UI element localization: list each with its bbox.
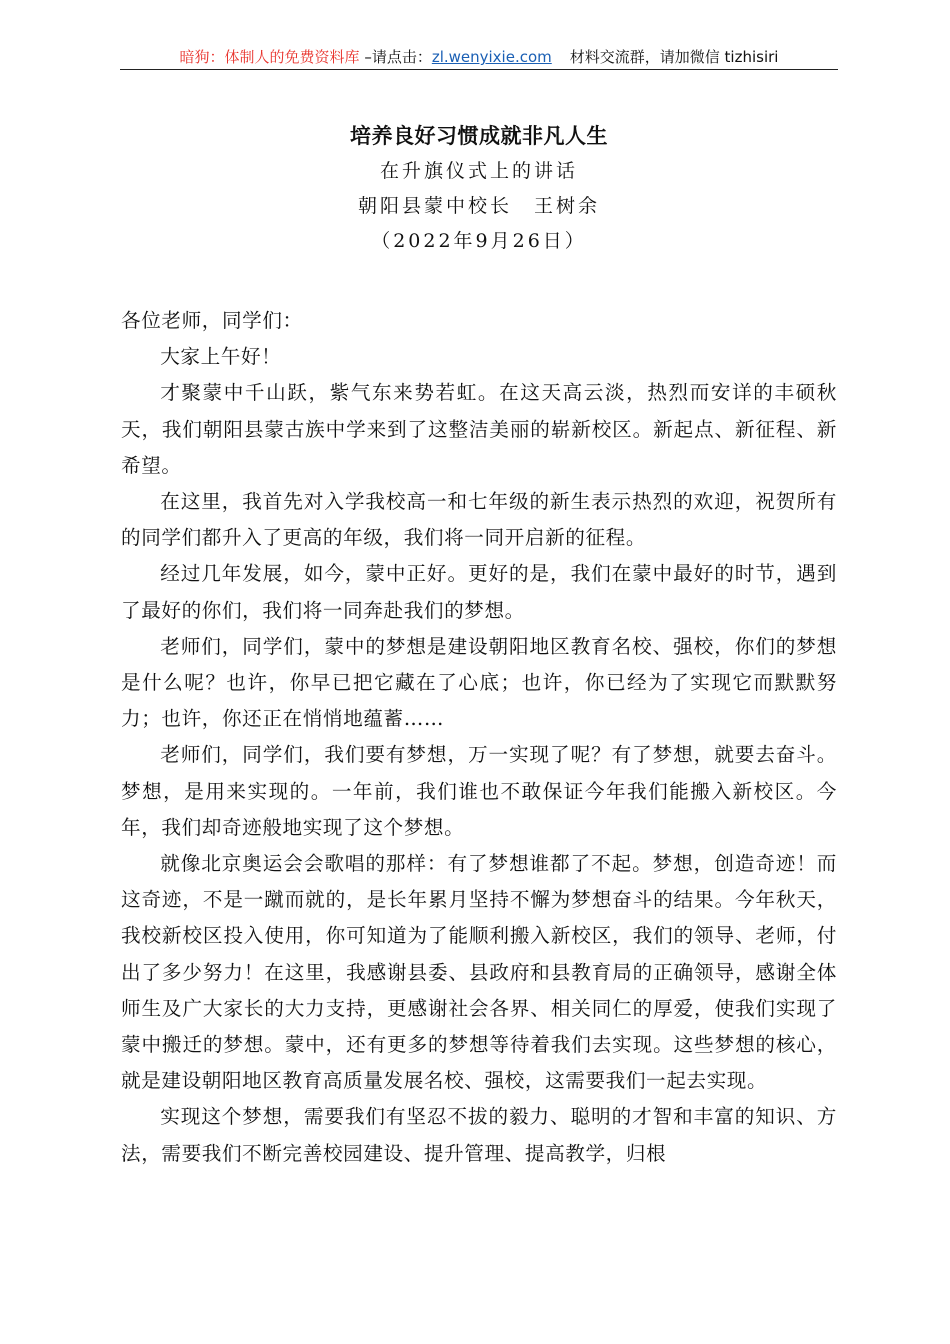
page-header: [120, 45, 838, 69]
document-date: （2022年9月26日）: [371, 230, 587, 252]
paragraph: 老师们，同学们，蒙中的梦想是建设朝阳地区教育名校、强校，你们的梦想是什么呢？也许，你早已把它藏在了心底；也许，你已经为了实现它而默默努力；也许，你还正在悄悄地蕴蓄……: [121, 634, 837, 731]
paragraph: 经过几年发展，如今，蒙中正好。更好的是，我们在蒙中最好的时节，遇到了最好的你们，我们将一同奔赴我们的梦想。: [121, 562, 837, 622]
paragraph: 才聚蒙中千山跃，紫气东来势若虹。在这天高云淡，热烈而安详的丰硕秋天，我们朝阳县蒙古族中学来到了这整洁美丽的崭新校区。新起点、新征程、新希望。: [121, 381, 837, 477]
paragraph: 就像北京奥运会会歌唱的那样：有了梦想谁都了不起。梦想，创造奇迹！而这奇迹，不是一蹴而就的，是长年累月坚持不懈为梦想奋斗的结果。今年秋天，我校新校区投入使用，你可知道为了能顺利搬入新校区，我们的领导、老师，付出了多少努力！在这里，我感谢县委、县政府和县教育局的正确领导，感谢全体师生及广大家长的大力支持，更感谢社会各界、相关同仁的厚爱，使我们实现了蒙中搬迁的梦想。蒙中，还有更多的梦想等待着我们去实现。这些梦想的核心，就是建设朝阳地区教育高质量发展名校、强校，这需要我们一起去实现。: [121, 852, 837, 1093]
salutation: 各位老师，同学们：: [121, 309, 303, 332]
document-subtitle: 在升旗仪式上的讲话: [379, 160, 578, 182]
wechat-note: 材料交流群，请加微信 tizhisiri: [569, 48, 779, 66]
title-block: [120, 118, 838, 259]
paragraph: 在这里，我首先对入学我校高一和七年级的新生表示热烈的欢迎，祝贺所有的同学们都升入了更高的年级，我们将一同开启新的征程。: [121, 490, 837, 550]
paragraph: 老师们，同学们，我们要有梦想，万一实现了呢？有了梦想，就要去奋斗。梦想，是用来实现的。一年前，我们谁也不敢保证今年我们能搬入新校区。今年，我们却奇迹般地实现了这个梦想。: [121, 743, 837, 839]
header-divider: [120, 69, 838, 70]
document-title: 培养良好习惯成就非凡人生: [350, 123, 608, 148]
brand-text: 暗狗：体制人的免费资料库: [179, 48, 360, 66]
document-body: [121, 303, 837, 1172]
paragraph: 实现这个梦想，需要我们有坚忍不拔的毅力、聪明的才智和丰富的知识、方法，需要我们不断完善校园建设、提升管理、提高教学，归根: [121, 1105, 837, 1165]
document-author: 朝阳县蒙中校长 王树余: [357, 195, 600, 217]
click-prompt: –请点击：: [359, 48, 432, 66]
website-link[interactable]: zl.wenyixie.com: [431, 48, 552, 66]
paragraph: 大家上午好！: [160, 345, 282, 369]
